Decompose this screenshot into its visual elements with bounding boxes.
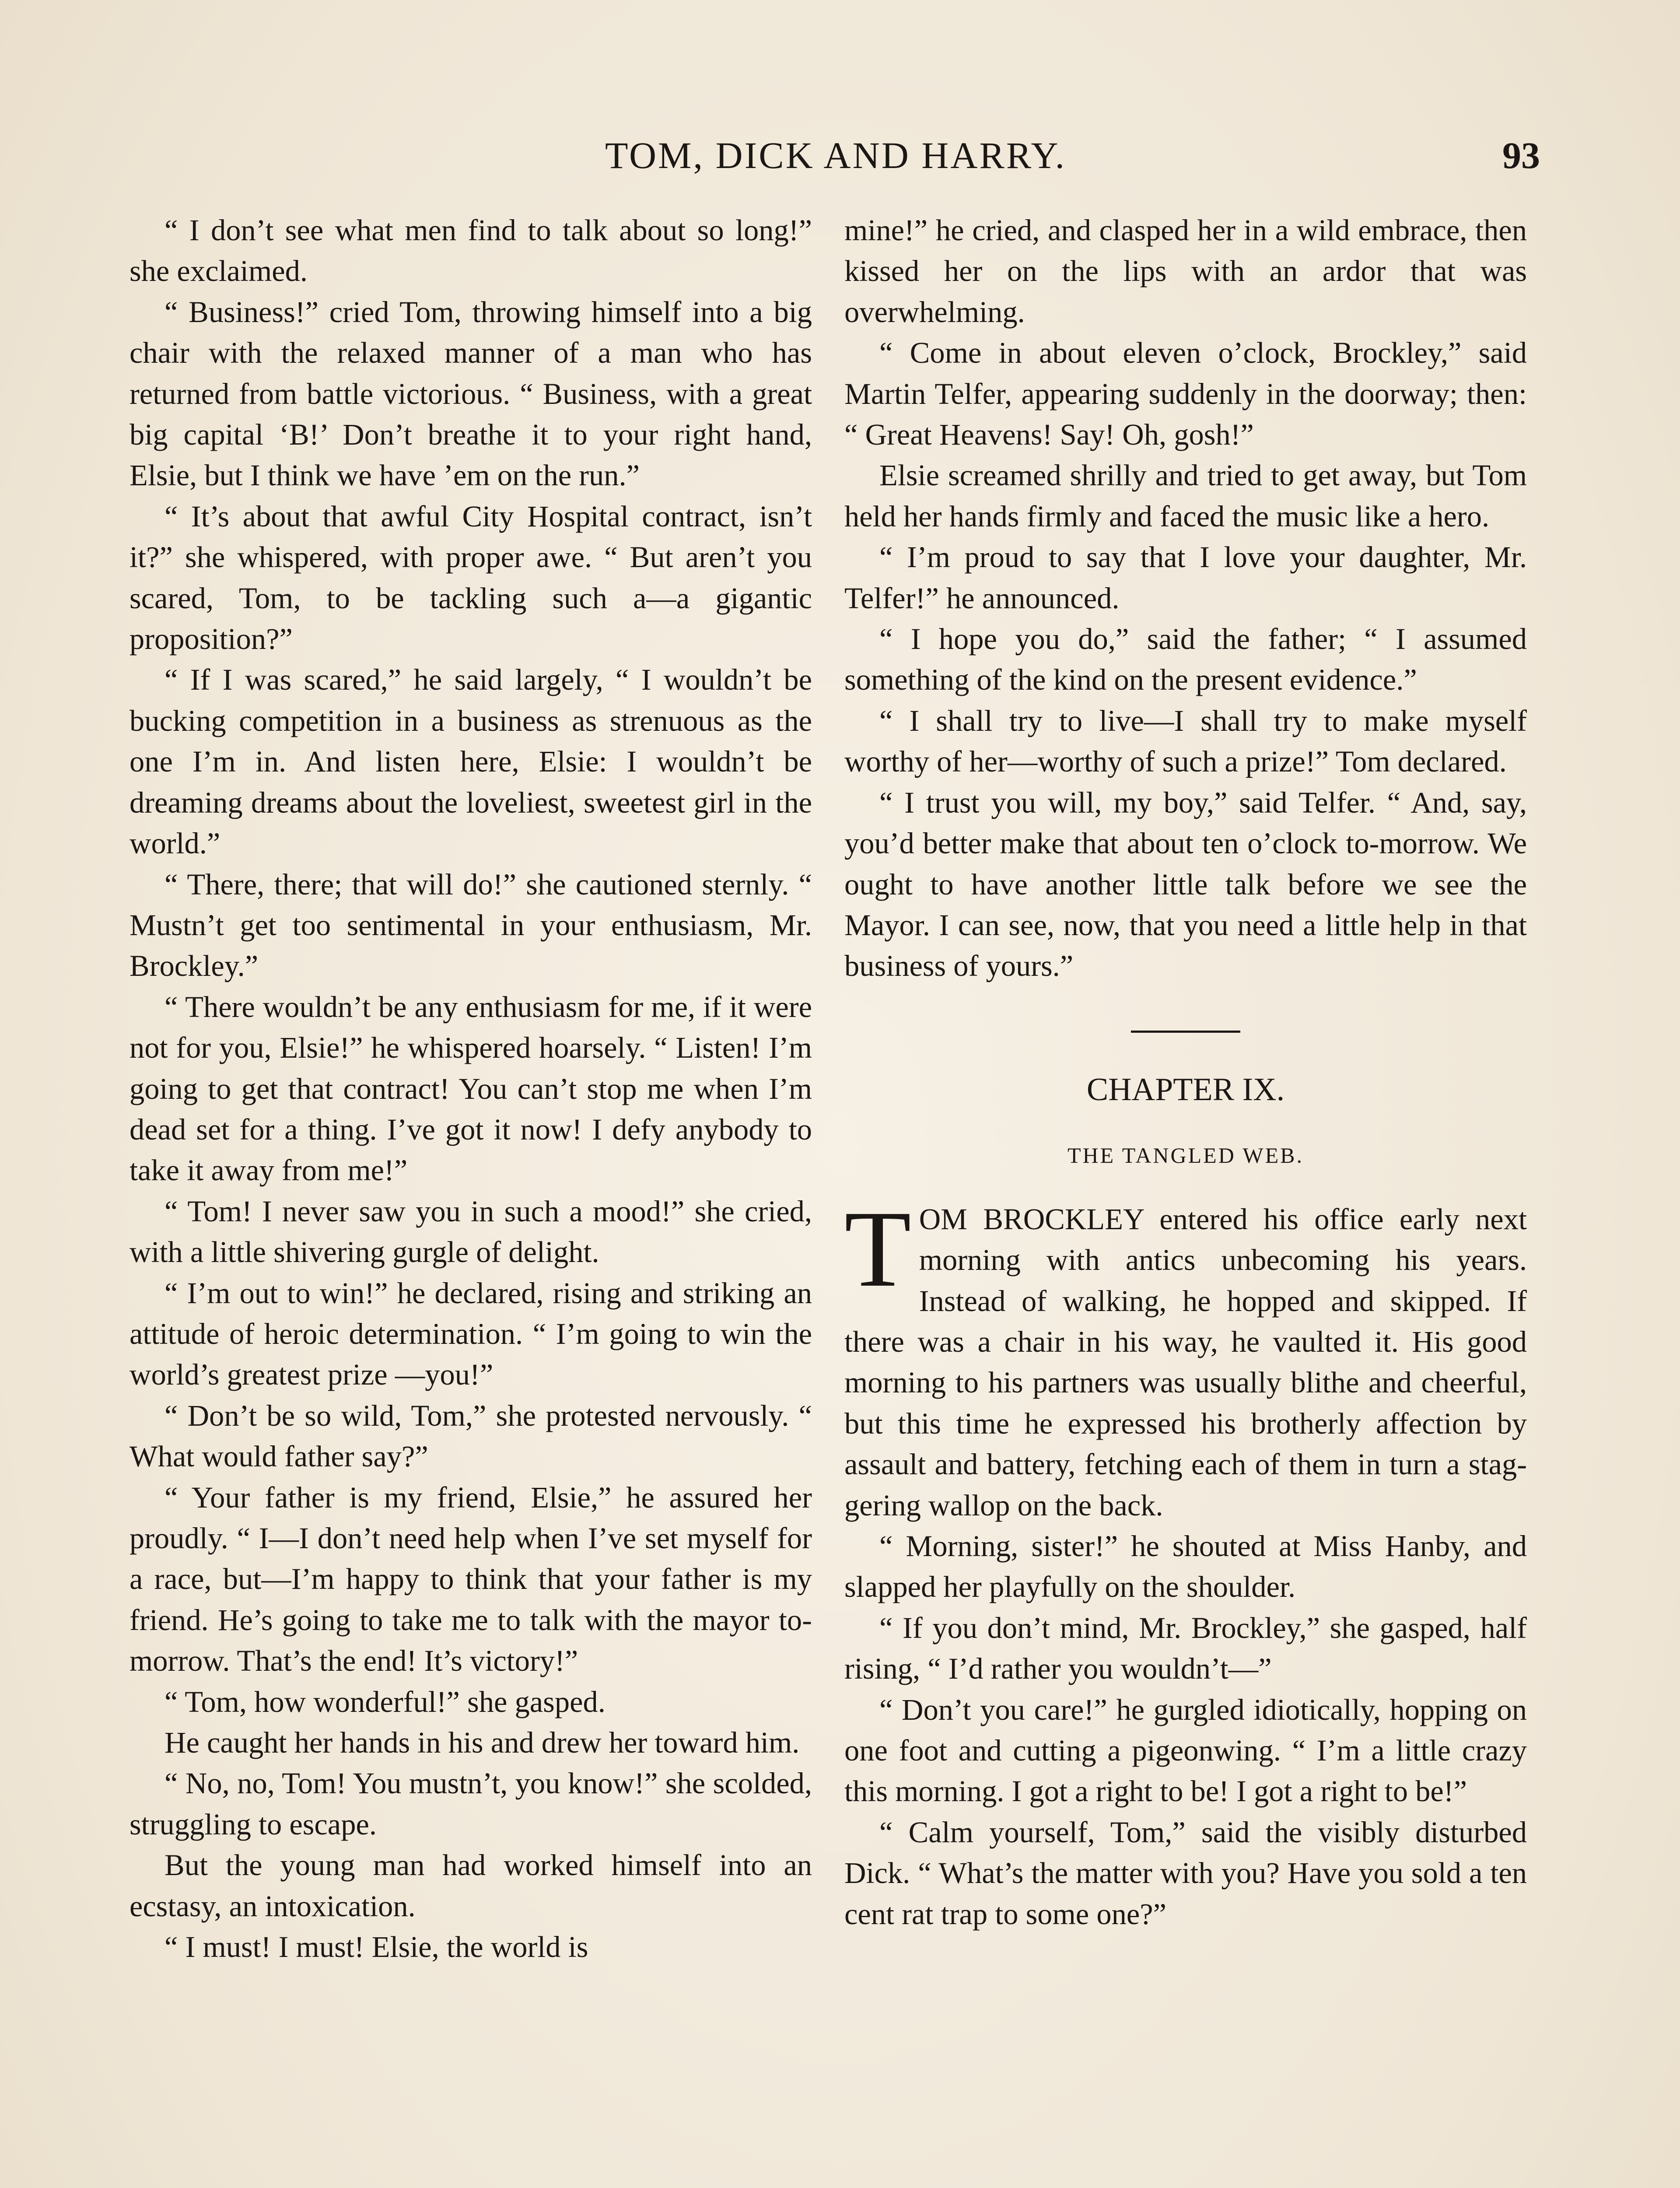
paragraph: “ Don’t be so wild, Tom,” she protested nervously. “ What would father say?” xyxy=(130,1399,812,1473)
paragraph: “ I trust you will, my boy,” said Telfer. “ And, say, you’d better make that about ten o’clock to-morrow. We ought to have another little talk before we see the Mayor. I can see, now, that you need a little help in that business of yours.” xyxy=(844,785,1527,983)
paragraph: “ It’s about that awful City Hospital contract, isn’t it?” she whispered, with proper awe. “ But aren’t you scared, Tom, to be tackling such a—a gigantic proposition?” xyxy=(130,499,812,656)
paragraph: “ I hope you do,” said the father; “ I assumed something of the kind on the present evidence.” xyxy=(844,622,1527,697)
paragraph: “ Business!” cried Tom, throwing himself into a big chair with the relaxed manner of a man who has returned from battle victorious. “ Business, with a great big capital ‘B!’ Don’t breathe it to your right hand, Elsie, but I think we have ’em on the run.” xyxy=(130,295,812,492)
paragraph: “ I shall try to live—I shall try to make myself worthy of her—worthy of such a prize!” Tom declared. xyxy=(844,704,1527,778)
paragraph: But the young man had worked himself into an ecstasy, an intoxication. xyxy=(130,1848,812,1923)
running-head xyxy=(131,131,1540,179)
paragraph: Elsie screamed shrilly and tried to get away, but Tom held her hands firmly and faced the music like a hero. xyxy=(844,459,1527,533)
chapter-title: CHAPTER IX. xyxy=(1086,1071,1285,1108)
paragraph: “ I’m proud to say that I love your daughter, Mr. Telfer!” he announced. xyxy=(844,540,1527,615)
paragraph: “ I’m out to win!” he declared, rising and striking an attitude of heroic determination. “ I’m going to win the world’s greatest prize —you!” xyxy=(130,1276,812,1392)
page-number: 93 xyxy=(1502,134,1540,176)
paragraph: “ Morning, sister!” he shouted at Miss Hanby, and slapped her playfully on the shoulder. xyxy=(844,1529,1527,1604)
paragraph: “ If you don’t mind, Mr. Brockley,” she gasped, half rising, “ I’d rather you wouldn’t—” xyxy=(844,1611,1527,1686)
chapter-opening-paragraph xyxy=(844,1188,1527,1526)
paragraph: “ Your father is my friend, Elsie,” he assured her proudly. “ I—I don’t need help when I’ve set myself for a race, but—I’m happy to think that your father is my friend. He’s going to take me to talk with the mayor to-morrow. That’s the end! It’s victory!” xyxy=(130,1480,812,1678)
paragraph: “ Tom, how wonderful!” she gasped. xyxy=(164,1685,606,1718)
chapter-opening-text: OM BROCKLEY entered his office early next morning with antics unbecoming his years. Instead of walking, he hopped and skipped. If there was a chair in his way, he vaulted it. His good morning to his partners was usually blithe and cheerful, but this time he expressed his brotherly affection by assault and battery, fetching each of them in turn a staggering wallop on the back. xyxy=(844,1202,1527,1522)
running-title: TOM, DICK AND HARRY. xyxy=(605,134,1067,176)
chapter-subtitle: THE TANGLED WEB. xyxy=(1067,1143,1304,1168)
section-divider xyxy=(1131,1031,1240,1033)
paragraph: “ There, there; that will do!” she cautioned sternly. “ Mustn’t get too sentimental in your enthusiasm, Mr. Brockley.” xyxy=(130,867,812,983)
paragraph: “ If I was scared,” he said largely, “ I wouldn’t be bucking competition in a business as strenuous as the one I’m in. And listen here, Elsie: I wouldn’t be dreaming dreams about the loveliest, sweetest girl in the world.” xyxy=(130,663,812,860)
paragraph: “ Come in about eleven o’clock, Brockley,” said Martin Telfer, appearing suddenly in the doorway; then: “ Great Heavens! Say! Oh, gosh!” xyxy=(844,336,1527,452)
paragraph: “ No, no, Tom! You mustn’t, you know!” she scolded, struggling to escape. xyxy=(130,1767,812,1841)
paragraph: “ There wouldn’t be any enthusiasm for me, if it were not for you, Elsie!” he whispered hoarsely. “ Listen! I’m going to get that contract! You can’t stop me when I’m dead set for a thing. I’ve got it now! I defy anybody to take it away from me!” xyxy=(130,990,812,1187)
paragraph: “ Don’t you care!” he gurgled idiotically, hopping on one foot and cutting a pigeonwing. “ I’m a little crazy this morning. I got a right to be! I got a right to be!” xyxy=(844,1693,1527,1808)
paragraph: He caught her hands in his and drew her toward him. xyxy=(164,1726,800,1760)
drop-cap: T xyxy=(844,1188,911,1310)
paragraph: “ I don’t see what men find to talk about so long!” she exclaimed. xyxy=(130,214,812,288)
left-column xyxy=(130,210,812,1967)
right-column xyxy=(844,210,1527,1935)
paragraph: “ I must! I must! Elsie, the world is xyxy=(164,1930,588,1964)
paragraph: “ Tom! I never saw you in such a mood!” she cried, with a little shivering gurgle of delight. xyxy=(130,1194,812,1269)
paragraph-continued: mine!” he cried, and clasped her in a wild embrace, then kissed her on the lips with an ardor that was overwhelming. xyxy=(844,214,1527,329)
paragraph: “ Calm yourself, Tom,” said the visibly disturbed Dick. “ What’s the matter with you? Have you sold a ten cent rat trap to some one?” xyxy=(844,1815,1527,1931)
